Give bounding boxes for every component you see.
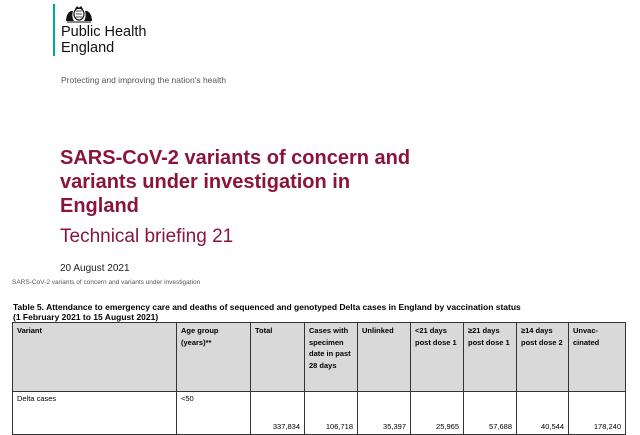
column-header-unlinked: Unlinked [358,323,411,392]
column-header-age-group: Age group (years)** [177,323,251,392]
column-header-lt21-days-dose1: <21 days post dose 1 [411,323,464,392]
publication-date: 20 August 2021 [60,263,130,274]
column-header-variant: Variant [13,323,177,392]
column-header-unvaccinated: Unvac-cinated [569,323,626,392]
tagline: Protecting and improving the nation's health [61,75,227,85]
cell-lt21-days-dose1: 25,965 [411,392,464,435]
cell-cases-past-28-days: 106,718 [305,392,358,435]
running-header: SARS-CoV-2 variants of concern and variants under investigation [12,279,201,286]
cell-variant: Delta cases [13,392,177,435]
org-name: Public Health England [61,24,147,56]
cell-total: 337,834 [251,392,305,435]
column-header-ge14-days-dose2: ≥14 days post dose 2 [517,323,569,392]
cell-age-group: <50 [177,392,251,435]
column-header-total: Total [251,323,305,392]
cell-unvaccinated: 178,240 [569,392,626,435]
column-header-cases-past-28-days: Cases with specimen date in past 28 days [305,323,358,392]
delta-cases-table [12,322,626,435]
cell-ge14-days-dose2: 40,544 [517,392,569,435]
cell-unlinked: 35,397 [358,392,411,435]
table-row [13,392,626,435]
document-title: SARS-CoV-2 variants of concern and variants under investigation in England [60,147,411,217]
cell-ge21-days-dose1: 57,688 [464,392,517,435]
table-header-row [13,323,626,392]
column-header-ge21-days-dose1: ≥21 days post dose 1 [464,323,517,392]
table-caption: Table 5. Attendance to emergency care and deaths of sequenced and genotyped Delta cases in England by vaccination status (1 February 2021 to 15 August 2021) [13,302,521,322]
brand-accent-rule [53,4,55,56]
document-subtitle: Technical briefing 21 [60,226,234,247]
royal-coat-of-arms-icon [62,2,96,23]
